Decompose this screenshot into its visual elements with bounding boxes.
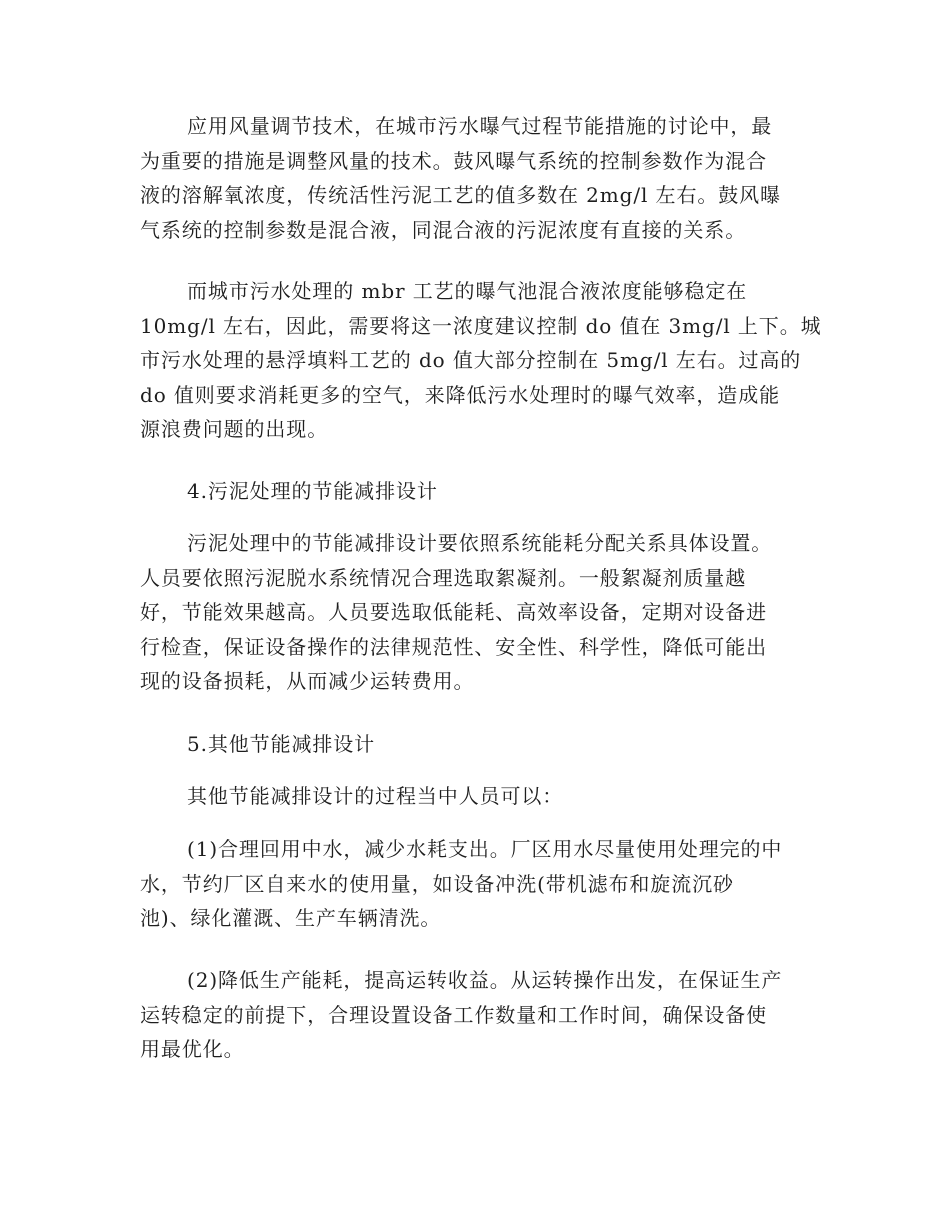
paragraph-line: 为重要的措施是调整风量的技术。鼓风曝气系统的控制参数作为混合: [140, 148, 767, 173]
paragraph-line: 水，节约厂区自来水的使用量，如设备冲洗(带机滤布和旋流沉砂: [140, 871, 734, 896]
paragraph-line: 10mg/l 左右，因此，需要将这一浓度建议控制 do 值在 3mg/l 上下。城: [140, 313, 822, 338]
paragraph-line: 人员要依照污泥脱水系统情况合理选取絮凝剂。一般絮凝剂质量越: [140, 565, 747, 590]
paragraph-line: 好，节能效果越高。人员要选取低能耗、高效率设备，定期对设备进: [140, 600, 767, 624]
section-heading-other: [140, 727, 805, 762]
paragraph-line: 其他节能减排设计的过程当中人员可以：: [187, 784, 564, 808]
paragraph-line: 池)、绿化灌溉、生产车辆清洗。: [140, 906, 442, 930]
paragraph-line: 现的设备损耗，从而减少运转费用。: [140, 669, 475, 693]
paragraph-intro-list: [140, 779, 805, 814]
section-heading-sludge: [140, 474, 805, 509]
heading-text: 5.其他节能减排设计: [187, 732, 376, 756]
paragraph-line: (1)合理回用中水，减少水耗支出。厂区用水尽量使用处理完的中: [187, 837, 783, 861]
paragraph-aeration-air-volume: [140, 109, 805, 247]
paragraph-item-2-energy-consumption: [140, 963, 805, 1067]
paragraph-line: 源浪费问题的出现。: [140, 417, 329, 441]
paragraph-mbr-do-control: [140, 274, 822, 447]
heading-text: 4.污泥处理的节能减排设计: [187, 479, 438, 503]
paragraph-line: 行检查，保证设备操作的法律规范性、安全性、科学性，降低可能出: [140, 634, 767, 659]
paragraph-line: 液的溶解氧浓度，传统活性污泥工艺的值多数在 2mg/l 左右。鼓风曝: [140, 183, 781, 207]
paragraph-line: (2)降低生产能耗，提高运转收益。从运转操作出发，在保证生产: [187, 968, 783, 992]
paragraph-line: 用最优化。: [140, 1037, 245, 1061]
paragraph-line: do 值则要求消耗更多的空气，来降低污水处理时的曝气效率，造成能: [140, 382, 781, 407]
paragraph-line: 应用风量调节技术，在城市污水曝气过程节能措施的讨论中，最: [187, 114, 773, 138]
paragraph-line: 市污水处理的悬浮填料工艺的 do 值大部分控制在 5mg/l 左右。过高的: [140, 348, 802, 372]
paragraph-sludge-treatment: [140, 526, 805, 699]
paragraph-line: 气系统的控制参数是混合液，同混合液的污泥浓度有直接的关系。: [140, 217, 747, 242]
paragraph-item-1-reclaimed-water: [140, 832, 805, 936]
paragraph-line: 运转稳定的前提下，合理设置设备工作数量和工作时间，确保设备使: [140, 1002, 767, 1027]
paragraph-line: 而城市污水处理的 mbr 工艺的曝气池混合液浓度能够稳定在: [187, 279, 748, 303]
paragraph-line: 污泥处理中的节能减排设计要依照系统能耗分配关系具体设置。: [187, 531, 773, 555]
